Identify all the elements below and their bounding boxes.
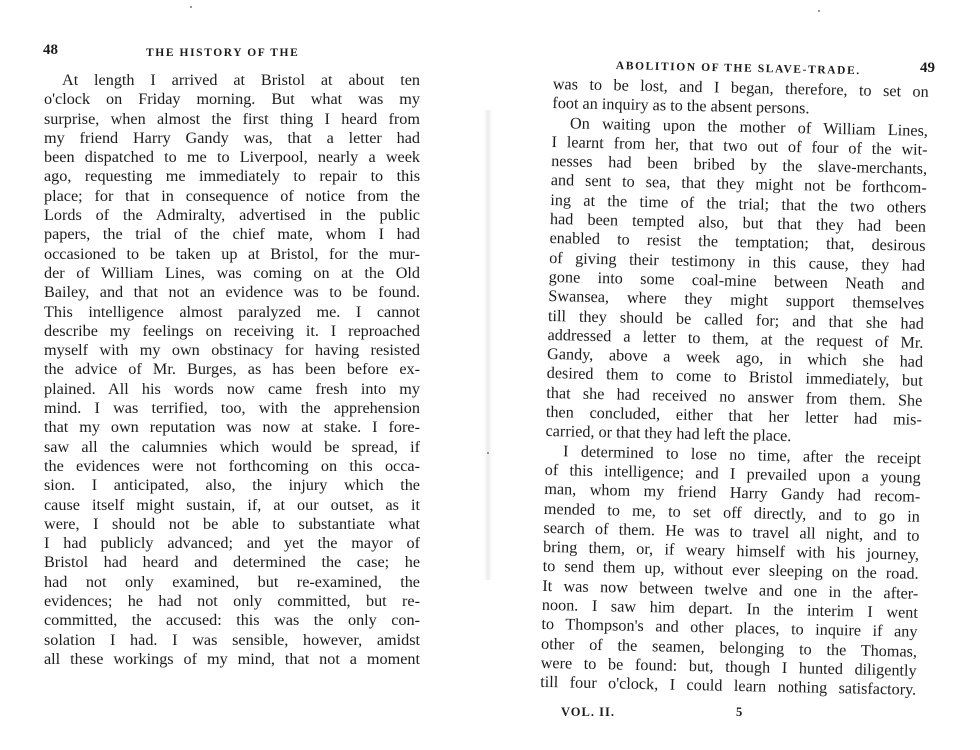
text-line: addressed a letter to them, at the request of Mr. bbox=[547, 325, 924, 352]
text-line: Bailey, and that not an evidence was to be found. bbox=[44, 283, 420, 302]
text-line: It was now between twelve and one in the after- bbox=[542, 576, 919, 603]
text-line: to Thompson's and other places, to inquire if any bbox=[541, 615, 918, 642]
text-line: man, whom my friend Harry Gandy had recom- bbox=[544, 480, 921, 507]
text-line: papers, the trial of the chief mate, whom I had bbox=[44, 225, 420, 244]
text-line: I learnt from her, that two out of four of the wit- bbox=[551, 132, 928, 159]
text-line: I had publicly advanced; and yet the mayor of bbox=[44, 534, 420, 553]
text-line: had been tempted also, but that they had been bbox=[549, 210, 927, 236]
text-line: myself with my own obstinacy for having resisted bbox=[44, 341, 420, 360]
text-line: describe my feelings on receiving it. I reproached bbox=[44, 321, 420, 340]
text-line: Gandy, above a week ago, in which she had bbox=[546, 345, 924, 371]
text-line: sion. I anticipated, also, the injury which the bbox=[44, 476, 420, 495]
text-line: committed, the accused: this was the only con- bbox=[44, 611, 420, 630]
text-line: I determined to lose no time, after the receipt bbox=[562, 441, 922, 468]
text-line: This intelligence almost paralyzed me. I cannot bbox=[44, 302, 420, 321]
text-line: ago, requesting me immediately to repair to this bbox=[44, 167, 420, 186]
text-line: saw all the calumnies which would be spread, if bbox=[44, 437, 420, 456]
text-line: Lords of the Admiralty, advertised in the public bbox=[44, 206, 420, 225]
text-line: of giving their testimony in this cause, they had bbox=[548, 248, 926, 275]
text-line: my friend Harry Gandy was, that a letter had bbox=[44, 128, 420, 147]
text-line: that my own reputation was now at stake. I fore- bbox=[44, 418, 420, 437]
text-line: that she had received no answer from them. She bbox=[546, 383, 923, 410]
text-line: of this intelligence; and I prevailed upon a young bbox=[544, 460, 921, 487]
text-line: At length I arrived at Bristol at about ten bbox=[62, 71, 420, 89]
text-line: the evidences were not forthcoming on this occa- bbox=[44, 456, 420, 475]
text-line: been dispatched to me to Liverpool, nearly a week bbox=[44, 148, 420, 167]
text-line: noon. I saw him depart. In the interim I went bbox=[541, 595, 919, 622]
text-line: carried, or that they had left the place. bbox=[545, 422, 792, 446]
text-line: On waiting upon the mother of William Lines, bbox=[569, 113, 929, 140]
text-line: mended to me, to set off directly, and to go in bbox=[543, 499, 921, 526]
text-line: till they should be called for; and that she had bbox=[547, 306, 925, 333]
text-line: other of the seamen, belonging to the Thomas, bbox=[540, 634, 918, 661]
right-body-text bbox=[540, 75, 929, 700]
left-page-number: 48 bbox=[43, 42, 58, 58]
text-line: o'clock on Friday morning. But what was my bbox=[44, 90, 420, 109]
text-line: nesses had been bribed by the slave-merchants, bbox=[551, 152, 928, 179]
text-line: all these workings of my mind, that not a moment bbox=[44, 649, 420, 668]
text-line: and sent to sea, that they might not be forthcom- bbox=[550, 171, 927, 198]
text-line: der of William Lines, was coming on at the Old bbox=[44, 263, 420, 282]
text-line: bring them, or, if weary himself with his journey, bbox=[542, 538, 920, 564]
text-line: then concluded, either that her letter had mis- bbox=[545, 402, 923, 429]
volume-signature: VOL. II. bbox=[561, 705, 615, 719]
text-line: Bristol had heard and determined the case; he bbox=[44, 553, 420, 572]
right-running-head: ABOLITION OF THE SLAVE-TRADE. bbox=[615, 60, 861, 78]
text-line: plained. All his words now came fresh into my bbox=[44, 379, 420, 398]
text-line: Swansea, where they might support themselves bbox=[548, 287, 925, 314]
text-line: search of them. He was to travel all night, and to bbox=[543, 518, 920, 545]
text-line: to send them up, without ever sleeping on the road. bbox=[542, 557, 919, 584]
right-page-number: 49 bbox=[920, 60, 935, 76]
left-body-text bbox=[44, 71, 420, 669]
text-line: solation I had. I was sensible, however, amidst bbox=[44, 630, 420, 649]
text-line: gone into some coal-mine between Neath and bbox=[548, 267, 925, 294]
text-line: ing at the time of the trial; that the two others bbox=[550, 190, 927, 217]
text-line: evidences; he had not only committed, but re- bbox=[44, 592, 420, 611]
text-line: mind. I was terrified, too, with the apprehension bbox=[44, 399, 420, 418]
signature-number: 5 bbox=[736, 705, 744, 719]
text-line: were to be found: but, though I hunted diligently bbox=[540, 653, 917, 680]
text-line: desired them to come to Bristol immediately, but bbox=[546, 364, 923, 391]
text-line: was to be lost, and I began, therefore, to set on bbox=[552, 75, 929, 101]
text-line: enabled to resist the temptation; that, desirous bbox=[549, 229, 926, 256]
text-line: were, I should not be able to substantiate what bbox=[44, 514, 420, 533]
text-line: had not only examined, but re-examined, the bbox=[44, 572, 420, 591]
text-line: till four o'clock, I could learn nothing satisfactory. bbox=[540, 673, 917, 699]
left-running-head: THE HISTORY OF THE bbox=[146, 47, 300, 59]
text-line: foot an inquiry as to the absent persons. bbox=[552, 94, 810, 118]
text-line: occasioned to be taken up at Bristol, for the mur- bbox=[44, 244, 420, 263]
text-line: surprise, when almost the first thing I heard from bbox=[44, 109, 420, 128]
text-line: place; for that in consequence of notice from the bbox=[44, 186, 420, 205]
text-line: cause itself might sustain, if, at our outset, as it bbox=[44, 495, 420, 514]
text-line: the advice of Mr. Burges, as has been before ex- bbox=[44, 360, 420, 379]
right-page bbox=[490, 0, 980, 750]
